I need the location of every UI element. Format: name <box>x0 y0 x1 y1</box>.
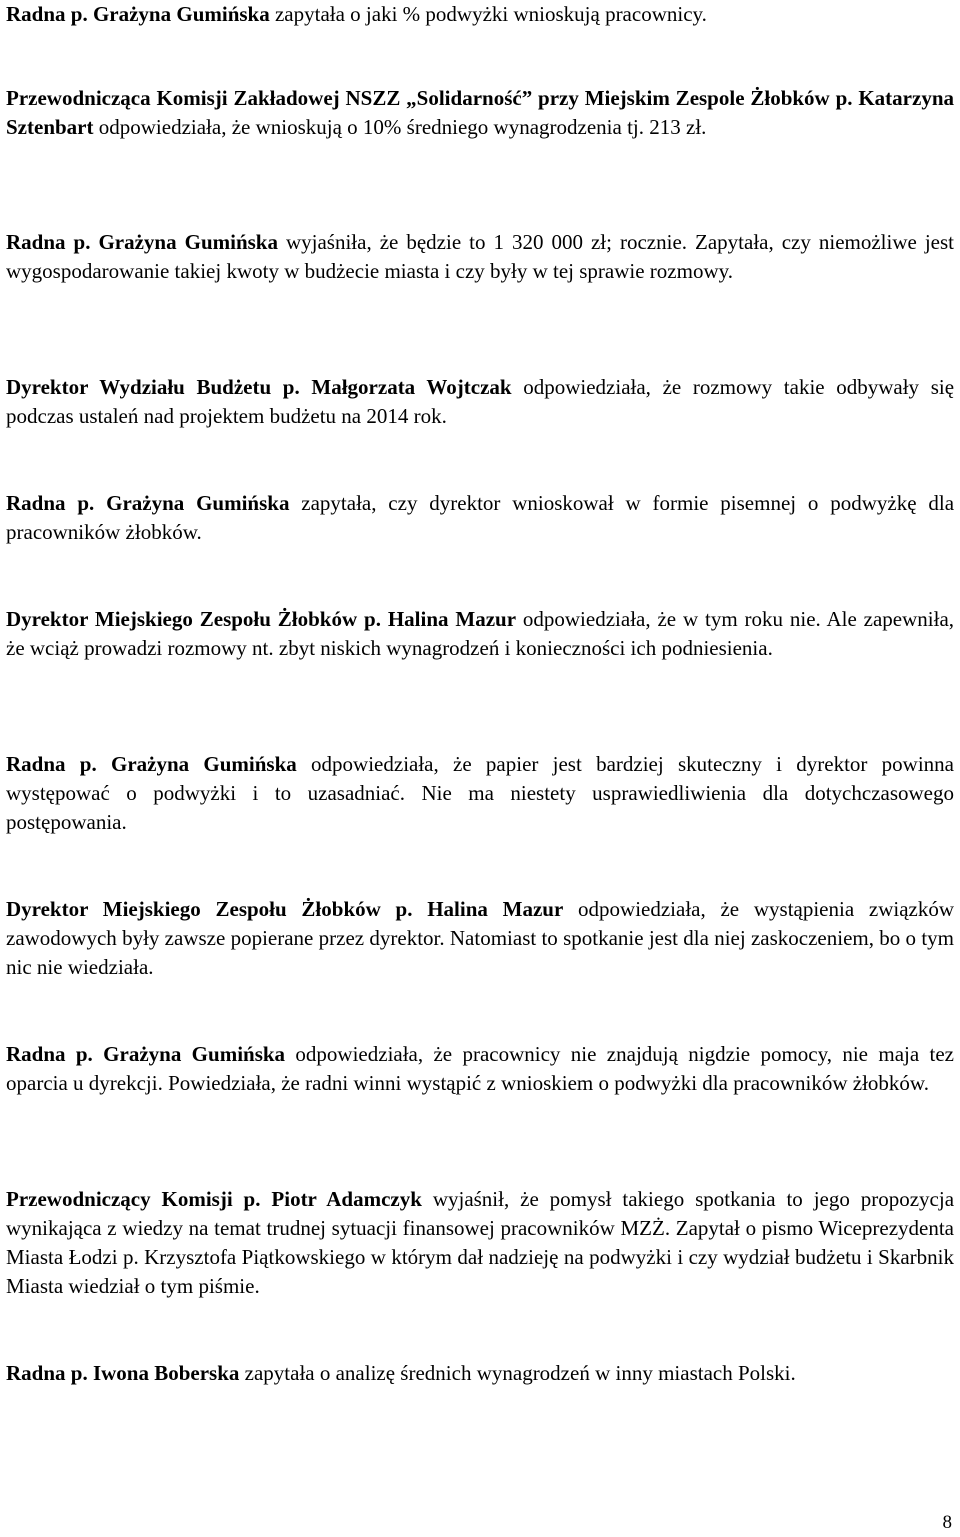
speaker-name: Grażyna Gumińska <box>92 2 270 26</box>
statement-text: odpowiedziała, że pracownicy nie znajdują nigdzie pomocy, nie maja tez oparcia u dyrekcji. Powiedziała, że radni winni wystąpić z wnioskiem o podwyżki dla pracowników żłobków. <box>6 1042 955 1095</box>
paragraph-6 <box>6 605 954 663</box>
paragraph-2 <box>6 84 954 142</box>
speaker-title: Przewodnicząca Komisji Zakładowej NSZZ „Solidarność” przy Miejskim Zespole Żłobków p. <box>6 86 853 110</box>
speaker-name: Grażyna Gumińska <box>106 491 290 515</box>
speaker-name: Grażyna Gumińska <box>98 230 278 254</box>
speaker-title: Radna p. <box>6 752 97 776</box>
speaker-name: Piotr Adamczyk <box>271 1187 422 1211</box>
statement-text: odpowiedziała, że wnioskują o 10% średniego wynagrodzenia tj. 213 zł. <box>98 115 707 139</box>
statement-text: wyjaśnił, że pomysł takiego spotkania to jego propozycja wynikająca z wiedzy na temat trudnej sytuacji finansowej pracowników MZŻ. Zapytał o pismo Wiceprezydenta Miasta Łodzi p. Krzysztofa Piątkowskiego w którym dał nadzieję na podwyżki i czy wydział budżetu i Skarbnik Miasta wiedział o tym piśmie. <box>6 1187 955 1298</box>
speaker-title: Dyrektor Miejskiego Zespołu Żłobków p. <box>6 897 413 921</box>
statement-text: odpowiedziała, że wystąpienia związków zawodowych były zawsze popierane przez dyrektor. Natomiast to spotkanie jest dla niej zaskoczeniem, bo o tym nic nie wiedziała. <box>6 897 955 979</box>
speaker-title: Radna p. <box>6 1042 93 1066</box>
paragraph-10 <box>6 1185 954 1301</box>
speaker-title: Przewodniczący Komisji p. <box>6 1187 261 1211</box>
statement-text: odpowiedziała, że rozmowy takie odbywały się podczas ustaleń nad projektem budżetu na 2014 rok. <box>6 375 955 428</box>
paragraph-8 <box>6 895 954 982</box>
speaker-title: Radna p. <box>6 230 91 254</box>
speaker-name: Katarzyna Sztenbart <box>6 86 954 139</box>
speaker-title: Dyrektor Miejskiego Zespołu Żłobków p. <box>6 607 381 631</box>
paragraph-5 <box>6 489 954 547</box>
paragraph-9 <box>6 1040 954 1098</box>
statement-text: odpowiedziała, że w tym roku nie. Ale zapewniła, że wciąż prowadzi rozmowy nt. zbyt niskich wynagrodzeń i konieczności ich podniesienia. <box>6 607 955 660</box>
speaker-title: Radna p. <box>6 2 88 26</box>
statement-text: odpowiedziała, że papier jest bardziej skuteczny i dyrektor powinna występować o podwyżki i to uzasadniać. Nie ma niestety usprawiedliwienia dla dotychczasowego postępowania. <box>6 752 955 834</box>
paragraph-7 <box>6 750 954 837</box>
speaker-title: Radna p. <box>6 1361 88 1385</box>
paragraph-4 <box>6 373 954 431</box>
speaker-name: Grażyna Gumińska <box>110 752 297 776</box>
speaker-name: Halina Mazur <box>387 607 517 631</box>
paragraph-11 <box>6 1359 954 1388</box>
statement-text: zapytała o analizę średnich wynagrodzeń w inny miastach Polski. <box>244 1361 796 1385</box>
speaker-title: Dyrektor Wydziału Budżetu p. <box>6 375 300 399</box>
statement-text: zapytała, czy dyrektor wnioskował w formie pisemnej o podwyżkę dla pracowników żłobków. <box>6 491 955 544</box>
speaker-name: Halina Mazur <box>427 897 564 921</box>
speaker-name: Grażyna Gumińska <box>103 1042 286 1066</box>
speaker-name: Małgorzata Wojtczak <box>311 375 512 399</box>
speaker-name: Iwona Boberska <box>92 1361 240 1385</box>
page-number: 8 <box>942 1512 952 1533</box>
speaker-title: Radna p. <box>6 491 95 515</box>
statement-text: zapytała o jaki % podwyżki wnioskują pracownicy. <box>274 2 707 26</box>
paragraph-1 <box>6 0 954 29</box>
paragraph-3 <box>6 228 954 286</box>
statement-text: wyjaśniła, że będzie to 1 320 000 zł; rocznie. Zapytała, czy niemożliwe jest wygospodarowanie takiej kwoty w budżecie miasta i czy były w tej sprawie rozmowy. <box>6 230 954 283</box>
